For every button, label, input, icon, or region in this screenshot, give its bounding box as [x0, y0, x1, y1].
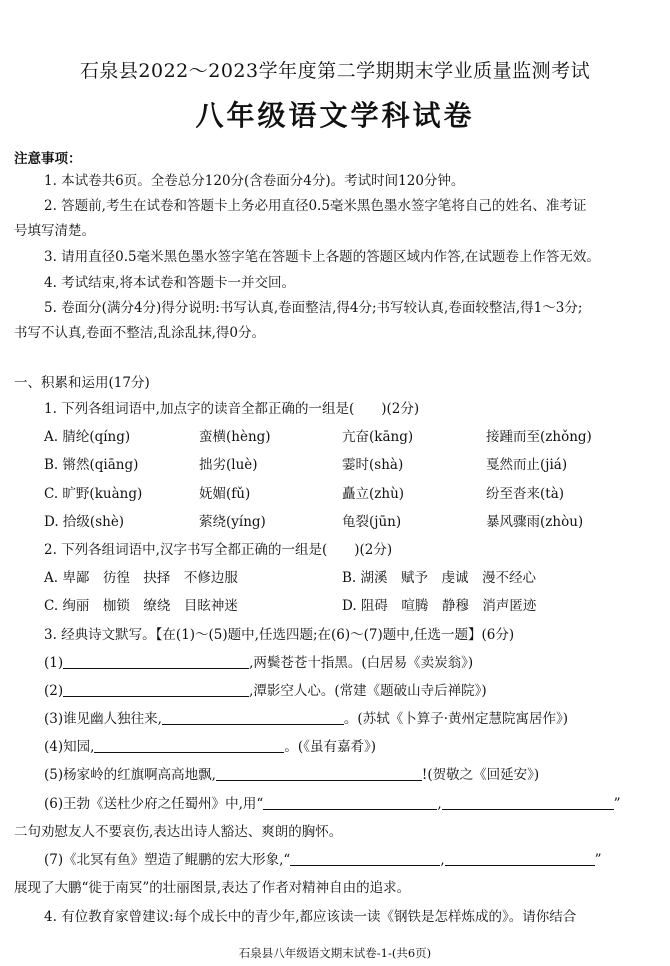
q3-text: (4)知园, — [44, 739, 95, 755]
q3-line-4 — [44, 738, 376, 756]
q1-word: 戛然而止(jiá) — [486, 457, 568, 473]
q3-line-5 — [44, 766, 539, 784]
answer-blank[interactable] — [94, 738, 284, 753]
q1-word: 矗立(zhù) — [342, 486, 405, 502]
q3-line-3 — [44, 710, 568, 728]
q1-word: 萦绕(yíng) — [199, 514, 266, 530]
q3-text: , — [440, 852, 445, 868]
notice-item: 2. 答题前,考生在试卷和答题卡上务必用直径0.5毫米黑色墨水签字笔将自己的姓名、准考证 — [44, 198, 587, 214]
q1-word: 妩媚(fǔ) — [199, 486, 251, 502]
answer-blank[interactable] — [63, 654, 249, 669]
question-4-stem: 4. 有位教育家曾建议:每个成长中的青少年,都应该读一读《钢铁是怎样炼成的》。请你结合 — [44, 909, 577, 925]
q3-text: 。(苏轼《卜算子·黄州定慧院寓居作》) — [343, 711, 568, 727]
answer-blank[interactable] — [445, 851, 595, 866]
question-1-stem: 1. 下列各组词语中,加点字的读音全都正确的一组是( )(2分) — [44, 401, 420, 417]
question-3-stem: 3. 经典诗文默写。【在(1)～(5)题中,任选四题;在(6)～(7)题中,任选一题】(6分) — [44, 627, 515, 643]
q3-line-6 — [44, 795, 621, 813]
q2-option: B. 湖溪 赋予 虔诚 漫不经心 — [342, 570, 537, 586]
q1-word: 亢奋(kāng) — [342, 429, 414, 445]
q2-option: D. 阻碍 喧腾 静穆 消声匿迹 — [342, 598, 537, 614]
q3-line-1 — [44, 654, 473, 672]
q1-word: 霎时(shà) — [342, 457, 404, 473]
section-heading: 一、积累和运用(17分) — [14, 375, 150, 391]
notice-item: 1. 本试卷共6页。全卷总分120分(含卷面分4分)。考试时间120分钟。 — [44, 173, 465, 189]
q3-text: (7)《北冥有鱼》塑造了鲲鹏的宏大形象,“ — [44, 852, 291, 868]
q3-line-7 — [44, 851, 602, 869]
q3-text: (3)谁见幽人独往来, — [44, 711, 162, 727]
notice-item: 书写不认真,卷面不整洁,乱涂乱抹,得0分。 — [14, 325, 265, 341]
q3-text: , — [437, 796, 442, 812]
q3-text: ” — [594, 852, 602, 868]
q1-option: A. 腈纶(qíng) — [44, 429, 131, 445]
q3-label: (1) — [44, 655, 64, 671]
notice-item: 3. 请用直径0.5毫米黑色墨水签字笔在答题卡上各题的答题区域内作答,在试题卷上作答无效。 — [44, 249, 600, 265]
q3-text: ” — [613, 796, 621, 812]
q2-option: A. 卑鄙 彷徨 抉择 不修边服 — [44, 570, 238, 586]
answer-blank[interactable] — [442, 795, 614, 810]
q1-option: D. 拾级(shè) — [44, 514, 125, 530]
notice-item: 4. 考试结束,将本试卷和答题卡一并交回。 — [44, 275, 295, 291]
q1-word: 接踵而至(zhǒng) — [486, 429, 592, 445]
q3-label: (2) — [44, 683, 64, 699]
notice-heading: 注意事项： — [14, 151, 82, 167]
exam-title: 八年级语文学科试卷 — [195, 99, 475, 132]
q2-option: C. 绚丽 枷锁 缭绕 目眩神迷 — [44, 598, 238, 614]
page-footer: 石泉县八年级语文期末试卷-1-(共6页) — [238, 946, 432, 960]
answer-blank[interactable] — [290, 851, 440, 866]
q3-text: (5)杨家岭的红旗啊高高地飘, — [44, 767, 216, 783]
q3-text: ,潭影空人心。(常建《题破山寺后禅院》) — [249, 683, 487, 699]
question-2-stem: 2. 下列各组词语中,汉字书写全都正确的一组是( )(2分) — [44, 542, 393, 558]
q1-word: 蛮横(hèng) — [199, 429, 271, 445]
answer-blank[interactable] — [216, 766, 422, 781]
exam-header: 石泉县2022～2023学年度第二学期期末学业质量监测考试 — [79, 60, 591, 82]
q1-option: B. 锵然(qiāng) — [44, 457, 139, 473]
q3-text: 。(《虽有嘉肴》) — [284, 739, 376, 755]
notice-item: 号填写清楚。 — [14, 223, 95, 239]
q1-word: 龟裂(jūn) — [342, 514, 402, 530]
answer-blank[interactable] — [63, 682, 249, 697]
q1-word: 纷至沓来(tà) — [486, 486, 565, 502]
q3-line-2 — [44, 682, 487, 700]
notice-item: 5. 卷面分(满分4分)得分说明:书写认真,卷面整洁,得4分;书写较认真,卷面较整洁,得1～3分; — [44, 300, 583, 316]
q3-text: (6)王勃《送杜少府之任蜀州》中,用“ — [44, 796, 264, 812]
q3-line-7-cont: 展现了大鹏“徙于南冥”的壮丽图景,表达了作者对精神自由的追求。 — [14, 880, 411, 896]
answer-blank[interactable] — [162, 710, 344, 725]
q3-text: !(贺敬之《回延安》) — [421, 767, 540, 783]
q3-text: ,两鬓苍苍十指黑。(白居易《卖炭翁》) — [249, 655, 474, 671]
q3-line-6-cont: 二句劝慰友人不要哀伤,表达出诗人豁达、爽朗的胸怀。 — [14, 824, 343, 840]
q1-word: 拙劣(luè) — [199, 457, 258, 473]
q1-option: C. 旷野(kuàng) — [44, 486, 143, 502]
q1-word: 暴风骤雨(zhòu) — [486, 514, 584, 530]
answer-blank[interactable] — [263, 795, 437, 810]
